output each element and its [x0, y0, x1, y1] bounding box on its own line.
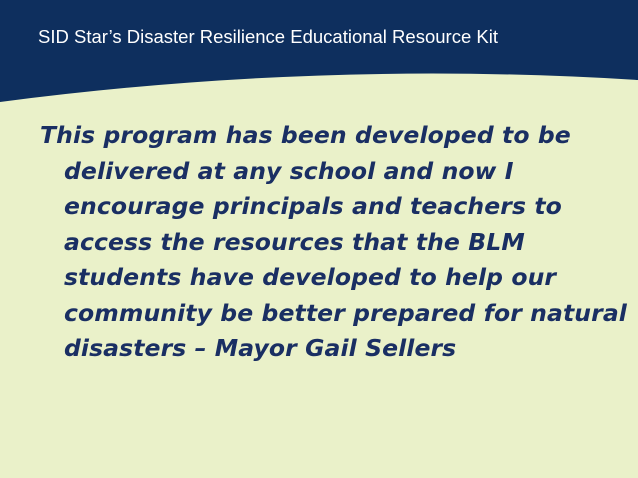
slide-header-title: SID Star’s Disaster Resilience Educational Resource Kit	[38, 26, 498, 47]
header-band	[0, 0, 638, 110]
quote-text: This program has been developed to be delivered at any school and now I encourage principals and teachers to access the resources that the BLM students have developed to help our community be better prepared for natural disasters – Mayor Gail Sellers	[40, 121, 627, 362]
